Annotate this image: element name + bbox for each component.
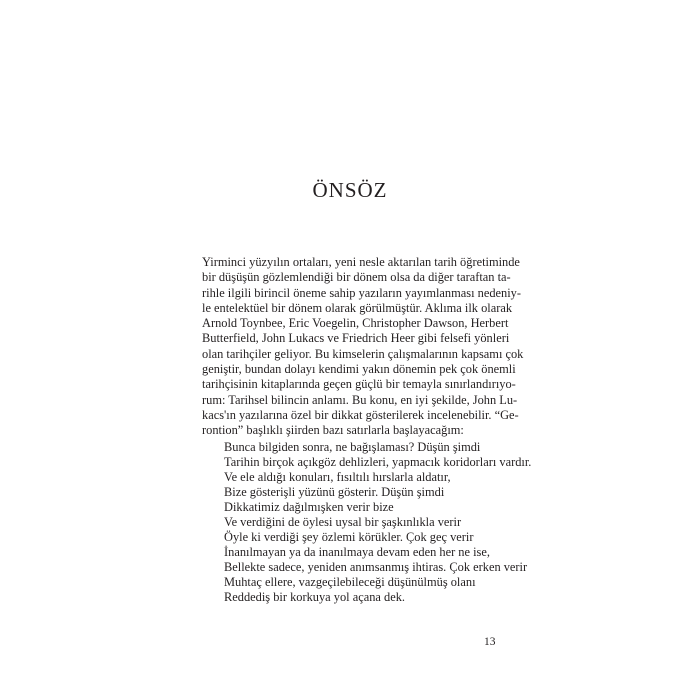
poem-quote <box>224 440 531 604</box>
poem-line: Öyle ki verdiği şey özlemi körükler. Çok geç verir <box>224 529 474 544</box>
poem-line: Tarihin birçok açıkgöz dehlizleri, yapmacık koridorları vardır. <box>224 454 532 469</box>
poem-line: Bunca bilgiden sonra, ne bağışlaması? Düşün şimdi <box>224 440 481 454</box>
paragraph-line: bir düşüşün gözlemlendiği bir dönem olsa da diğer taraftan ta- <box>202 270 511 285</box>
poem-line: Ve ele aldığı konuları, fısıltılı hırslarla aldatır, <box>224 469 451 484</box>
paragraph-line: Arnold Toynbee, Eric Voegelin, Christopher Dawson, Herbert <box>202 316 509 331</box>
chapter-title: ÖNSÖZ <box>312 178 388 202</box>
poem-line: Bize gösterişli yüzünü gösterir. Düşün şimdi <box>224 484 445 499</box>
paragraph-line: geniştir, bundan dolayı kendimi yakın dönemin pek çok önemli <box>202 362 516 377</box>
paragraph-line: olan tarihçiler geliyor. Bu kimselerin çalışmalarının kapsamı çok <box>202 346 524 361</box>
paragraph-line: tarihçisinin kitaplarında geçen güçlü bir temayla sınırlandırıyo- <box>202 377 516 392</box>
page-number: 13 <box>484 636 496 648</box>
paragraph-line: le entelektüel bir dönem olarak görülmüştür. Aklıma ilk olarak <box>202 300 513 315</box>
poem-line: Muhtaç ellere, vazgeçilebileceği düşünülmüş olanı <box>224 574 476 589</box>
paragraph-line: Butterfield, John Lukacs ve Friedrich Heer gibi felsefi yönleri <box>202 331 510 346</box>
body-paragraph <box>202 255 524 439</box>
paragraph-line: rontion” başlıklı şiirden bazı satırlarla başlayacağım: <box>202 423 464 438</box>
poem-line: Reddediş bir korkuya yol açana dek. <box>224 589 405 604</box>
paragraph-line: rum: Tarihsel bilincin anlamı. Bu konu, en iyi şekilde, John Lu- <box>202 392 518 407</box>
paragraph-line: kacs'ın yazılarına özel bir dikkat gösterilerek incelenebilir. “Ge- <box>202 407 519 422</box>
poem-line: İnanılmayan ya da inanılmaya devam eden her ne ise, <box>224 544 490 559</box>
paragraph-line: rihle ilgili birincil öneme sahip yazıların yayımlanması nedeniy- <box>202 285 521 300</box>
poem-line: Ve verdiğini de öylesi uysal bir şaşkınlıkla verir <box>224 514 462 529</box>
poem-line: Bellekte sadece, yeniden anımsanmış ihtiras. Çok erken verir <box>224 559 528 574</box>
paragraph-line: Yirminci yüzyılın ortaları, yeni nesle aktarılan tarih öğretiminde <box>202 255 520 269</box>
poem-line: Dikkatimiz dağılmışken verir bize <box>224 499 394 514</box>
